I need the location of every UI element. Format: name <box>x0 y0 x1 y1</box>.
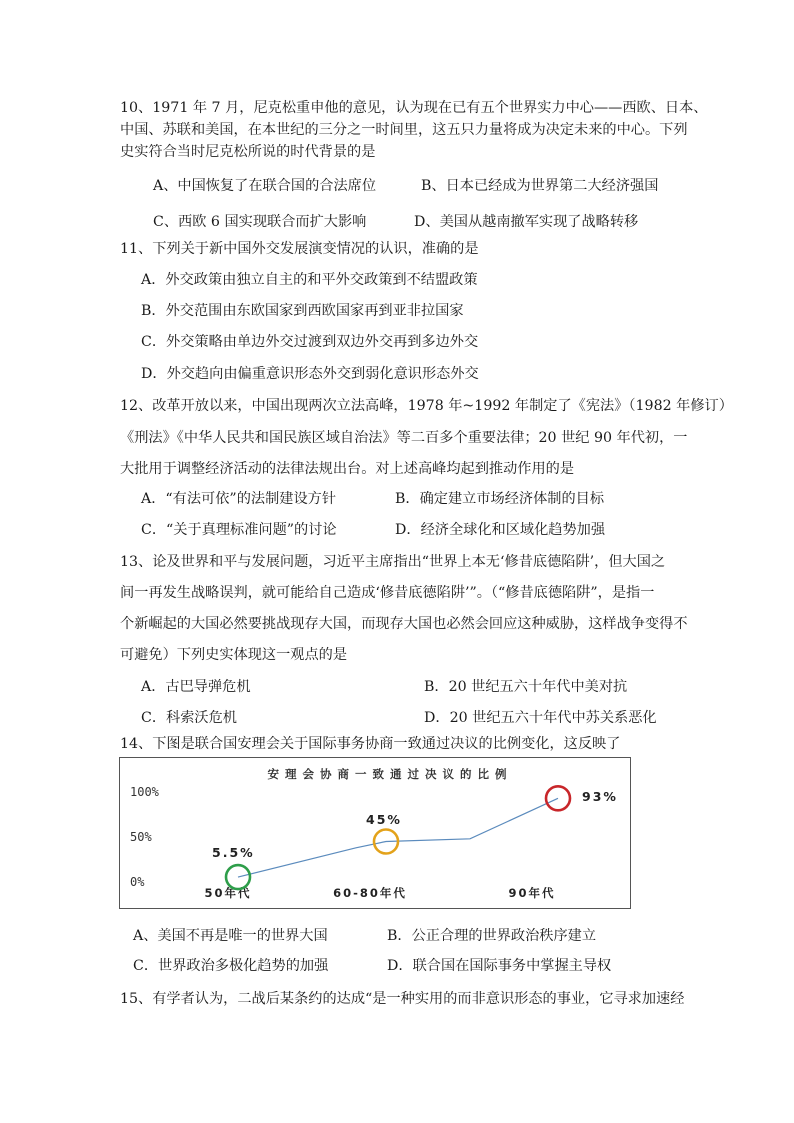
q13-option-a: A．古巴导弹危机 <box>141 679 251 695</box>
q11-option-d: D．外交趋向由偏重意识形态外交到弱化意识形态外交 <box>141 366 479 382</box>
data-label: 5.5% <box>212 845 255 860</box>
chart-svg <box>120 758 630 908</box>
consensus-resolution-chart <box>119 757 631 909</box>
q12-option-d: D．经济全球化和区域化趋势加强 <box>395 522 606 538</box>
q14-stem: 14、下图是联合国安理会关于国际事务协商一致通过决议的比例变化，这反映了 <box>120 736 621 752</box>
q12-stem-line-2: 《刑法》《中华人民共和国民族区域自治法》等二百多个重要法律；20 世纪 90 年代初，一 <box>120 430 688 446</box>
q15-stem: 15、有学者认为，二战后某条约的达成“是一种实用的而非意识形态的事业，它寻求加速经 <box>120 991 685 1007</box>
chart-title: 安理会协商一致通过决议的比例 <box>267 767 513 781</box>
q13-stem-line-2: 间一再发生战略误判，就可能给自己造成‘修昔底德陷阱’”。（“修昔底德陷阱”，是指一 <box>120 585 655 601</box>
q11-stem: 11、下列关于新中国外交发展演变情况的认识，准确的是 <box>120 241 479 257</box>
q11-option-c: C．外交策略由单边外交过渡到双边外交再到多边外交 <box>141 334 479 350</box>
q13-stem-line-3: 个新崛起的大国必然要挑战现存大国，而现存大国也必然会回应这种威胁，这样战争变得不 <box>120 616 688 632</box>
q13-stem-line-1: 13、论及世界和平与发展问题，习近平主席指出“世界上本无‘修昔底德陷阱’，但大国之 <box>120 554 666 570</box>
x-tick-label: 60-80年代 <box>333 886 407 900</box>
q12-stem-line-3: 大批用于调整经济活动的法律法规出台。对上述高峰均起到推动作用的是 <box>120 461 575 477</box>
q13-option-b: B．20 世纪五六十年代中美对抗 <box>424 679 628 695</box>
q12-option-b: B．确定建立市场经济体制的目标 <box>395 491 605 507</box>
x-tick-label: 90年代 <box>508 886 556 900</box>
q12-option-c: C．“关于真理标准问题”的讨论 <box>141 522 337 538</box>
q10-option-b: B、日本已经成为世界第二大经济强国 <box>421 178 659 194</box>
q11-option-a: A．外交政策由独立自主的和平外交政策到不结盟政策 <box>141 272 478 288</box>
q14-option-d: D．联合国在国际事务中掌握主导权 <box>387 958 612 974</box>
x-tick-label: 50年代 <box>204 886 252 900</box>
y-tick-label: 0% <box>130 875 145 889</box>
q14-option-a: A、美国不再是唯一的世界大国 <box>133 928 328 944</box>
q10-option-d: D、美国从越南撤军实现了战略转移 <box>414 214 639 230</box>
q10-stem-line-3: 史实符合当时尼克松所说的时代背景的是 <box>120 144 376 160</box>
q14-option-b: B．公正合理的世界政治秩序建立 <box>387 928 597 944</box>
q10-stem-line-2: 中国、苏联和美国，在本世纪的三分之一时间里，这五只力量将成为决定未来的中心。下列 <box>120 122 688 138</box>
q10-stem-line-1: 10、1971 年 7 月，尼克松重申他的意见，认为现在已有五个世界实力中心——西欧、日本、 <box>120 100 708 116</box>
q13-option-c: C．科索沃危机 <box>141 710 237 726</box>
q13-option-d: D．20 世纪五六十年代中苏关系恶化 <box>424 710 657 726</box>
q10-option-c: C、西欧 6 国实现联合而扩大影响 <box>153 214 367 230</box>
q14-option-c: C．世界政治多极化趋势的加强 <box>133 958 329 974</box>
q10-option-a: A、中国恢复了在联合国的合法席位 <box>153 178 377 194</box>
data-label: 45% <box>366 812 402 827</box>
y-tick-label: 50% <box>130 830 152 844</box>
y-tick-label: 100% <box>130 785 159 799</box>
data-point-circle <box>546 786 570 810</box>
q13-stem-line-4: 可避免）下列史实体现这一观点的是 <box>120 647 348 663</box>
q12-stem-line-1: 12、改革开放以来，中国出现两次立法高峰，1978 年~1992 年制定了《宪法》（1982 年修订） <box>120 398 733 414</box>
q12-option-a: A．“有法可依”的法制建设方针 <box>141 491 337 507</box>
data-label: 93% <box>582 789 618 804</box>
q11-option-b: B．外交范围由东欧国家到西欧国家再到亚非拉国家 <box>141 303 464 319</box>
